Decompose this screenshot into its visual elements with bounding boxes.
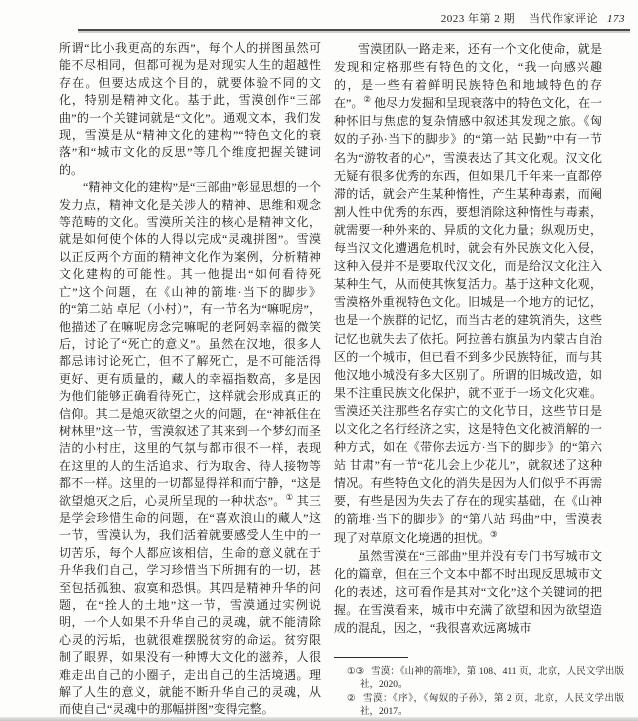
scan-bottom-edge — [0, 717, 638, 721]
body-text: 他尽力发掘和呈现衰落中的特色文化，在一种怀旧与焦虑的复杂情感中叙述其发现之旅。《匈奴的子孙·当下的脚步》的“第一站 民勤”中有一节名为“游牧者的心”，雪漠表达了其文化观。汉文化无疑有很多优秀的东西，但如果几千年来一直都停滞的话，就会产生某种惰性，产生某种毒素，而阉割人性中优秀的东西，要想消除这种惰性与毒素，就需要一种外来的、异质的文化力量；纵观历史，每当汉文化遭遇危机时，就会有外民族文化入侵，这种入侵并不是要取代汉文化，而是给汉文化注入某种生气，从而使其恢复活力。基于这种文化观，雪漠格外重视特色文化。旧城是一个地方的记忆，也是一个族群的记忆，而当古老的建筑消失，这些记忆也就失去了依托。阿拉善右旗虽为内蒙古自治区的一个城市，但已看不到多少民族特征，而与其他汉地小城没有多大区别了。所谓的旧城改造，如果不注重民族文化保护，就不亚于一场文化灾难。雪漠还关注那些名存实亡的文化节日，这些节日是以文化之名行经济之实，这是特色文化被消解的一种方式，如在《带你去远方·当下的脚步》的“第六站 甘肃”有一节“花儿会上少花儿”，就叙述了这种情况。有些特色文化的消失是因为人们似乎不再需要，有些是因为失去了存在的现实基础，在《山神的箭堆·当下的脚步》的“第八站 玛曲”中，雪漠表现了对草原文化境遇的担忧。 — [334, 96, 602, 545]
body-text: 雪漠团队一路走来，还有一个文化使命，就是发现和定格那些有特色的文化，“我一向感兴趣的，是一些有着鲜明民族特色和地域特色的存在”。 — [334, 42, 602, 111]
footnote-marker: ①③ — [347, 667, 365, 677]
header-rule — [78, 29, 630, 31]
footnote-item — [347, 666, 624, 693]
body-text: 虽然雪漠在“三部曲”里并没有专门书写城市文化的篇章，但在三个文本中都不时出现反思城市文化的表述，这可看作是其对“文化”这个关键词的把握。在雪漠看来，城市中充满了欲望和因为欲望造成的混乱，因之，“我很喜欢远离城市 — [334, 548, 602, 635]
paragraph — [334, 40, 602, 547]
footnote-ref: ② — [363, 94, 371, 105]
page-number: 173 — [607, 13, 625, 25]
body-text: “精神文化的建构”是“三部曲”彰显思想的一个发力点，精神文化是关涉人的精神、思维和观念等范畴的文化。雪漠所关注的核心是精神文化，就是如何使个体的人得以完成“灵魂拼图”。雪漠以正反两个方面的精神文化作为案例，分析精神文化建构的可能性。其一他提出“如何看待死亡”这个问题，在《山神的箭堆·当下的脚步》的“第二站 卓尼（小村）”，有一节名为“嘛呢房”，他描述了在嘛呢房念完嘛呢的老阿妈幸福的微笑后，讨论了“死亡的意义”。虽然在汉地，很多人都忌讳讨论死亡，但不了解死亡，是不可能活得更好、更有质量的，藏人的幸福指数高，多是因为他们能够正确看待死亡，这样就会形成真正的信仰。其二是熄灭欲望之火的问题，在“神祇住在树林里”这一节，雪漠叙述了其来到一个梦幻而圣洁的小村庄，这里的气氛与都市很不一样，表现在这里的人的生活追求、行为取舍、待人接物等都不一样。这里的一切都显得祥和而宁静，“这是欲望熄灭之后，心灵所呈现的一种状态”。 — [59, 180, 321, 508]
body-text: 其三是学会珍惜生命的问题，在“喜欢浪山的藏人”这一节，雪漠认为，我们活着就要感受人生中的一切苦乐，每个人都应该相信，生命的意义就在于升华我们自己，学习珍惜当下所拥有的一切，甚至包括孤独、寂寞和恐惧。其四是精神升华的问题，在“拴人的土地”这一节，雪漠通过实例说明，一个人如果不升华自己的灵魂，就不能清除心灵的污垢，也就很难摆脱贫穷的命运。贫穷限制了眼界，如果没有一种博大文化的滋养，人很难走出自己的小圈子，走出自己的生活境遇。理解了人生的意义，就能不断升华自己的灵魂，从而使自己“灵魂中的那幅拼图”变得完整。 — [59, 493, 322, 717]
right-text-column — [334, 40, 602, 637]
body-text: 所谓“比小我更高的东西”，每个人的拼图虽然可能不尽相同，但都可视为是对现实人生的超越性存在。但要达成这个目的，就要体验不同的文化，特别是精神文化。基于此，雪漠创作“三部曲”的一个关键词就是“文化”。通观文本，我们发现，雪漠是从“精神文化的建构”“特色文化的衰落”和“城市文化的反思”等几个维度把握关键词的。 — [59, 41, 321, 177]
footnote-marker: ② — [347, 693, 357, 704]
left-text-column — [59, 40, 321, 719]
footnote-ref: ③ — [490, 528, 498, 539]
footnote-ref: ① — [285, 491, 294, 502]
footnote-text: 雪漠：《序》，《匈奴的子孙》，第 2 页，北京，人民文学出版社，2017。 — [360, 693, 624, 718]
journal-title: 当代作家评论 — [529, 13, 598, 25]
running-head — [441, 10, 625, 26]
footnote-divider — [334, 657, 408, 658]
paragraph — [59, 40, 321, 179]
footnote-item — [347, 693, 624, 720]
issue-label: 2023 年第 2 期 — [440, 13, 515, 25]
footnote-list — [347, 666, 624, 720]
paragraph — [59, 179, 321, 719]
footnote-text: 雪漠：《山神的箭堆》，第 108、411 页，北京，人民文学出版社，2020。 — [360, 667, 624, 691]
paragraph — [334, 547, 602, 637]
